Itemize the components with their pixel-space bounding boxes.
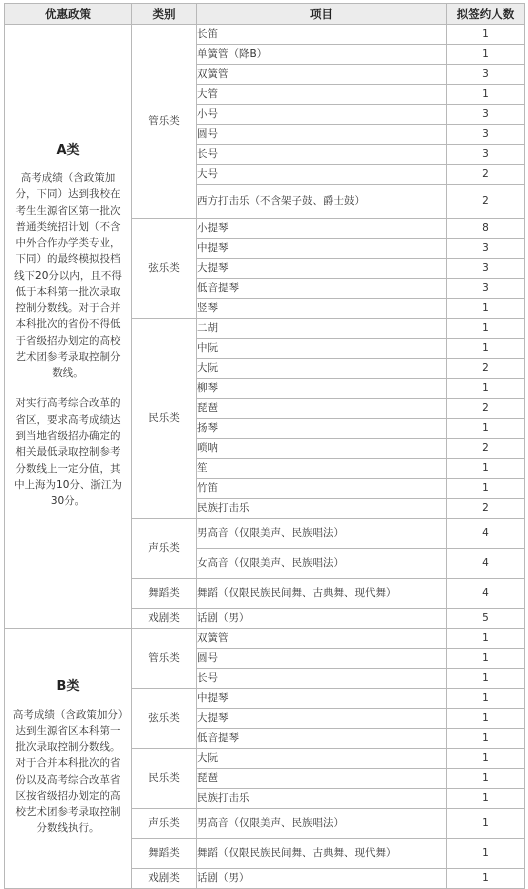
item-cell: 男高音（仅限美声、民族唱法） (197, 519, 447, 549)
count-cell: 2 (447, 499, 525, 519)
item-cell: 单簧管（降B） (197, 45, 447, 65)
category-cell: 管乐类 (132, 25, 197, 219)
table-row (5, 25, 525, 45)
count-cell: 1 (447, 379, 525, 399)
count-cell: 1 (447, 339, 525, 359)
item-cell: 西方打击乐（不含架子鼓、爵士鼓） (197, 185, 447, 219)
category-cell: 弦乐类 (132, 219, 197, 319)
category-cell: 民乐类 (132, 749, 197, 809)
count-cell: 1 (447, 769, 525, 789)
count-cell: 1 (447, 749, 525, 769)
item-cell: 中提琴 (197, 689, 447, 709)
count-cell: 2 (447, 185, 525, 219)
count-cell: 5 (447, 609, 525, 629)
count-cell: 1 (447, 869, 525, 889)
count-cell: 1 (447, 419, 525, 439)
table-body (5, 25, 525, 889)
count-cell: 1 (447, 689, 525, 709)
category-cell: 舞蹈类 (132, 839, 197, 869)
item-cell: 二胡 (197, 319, 447, 339)
category-cell: 戏剧类 (132, 869, 197, 889)
item-cell: 大号 (197, 165, 447, 185)
item-cell: 笙 (197, 459, 447, 479)
count-cell: 4 (447, 519, 525, 549)
item-cell: 民族打击乐 (197, 499, 447, 519)
quota-table (4, 3, 525, 889)
category-cell: 民乐类 (132, 319, 197, 519)
header-row (5, 4, 525, 25)
count-cell: 3 (447, 259, 525, 279)
item-cell: 大阮 (197, 749, 447, 769)
item-cell: 琵琶 (197, 769, 447, 789)
item-cell: 中提琴 (197, 239, 447, 259)
item-cell: 双簧管 (197, 629, 447, 649)
category-cell: 声乐类 (132, 519, 197, 579)
category-cell: 弦乐类 (132, 689, 197, 749)
count-cell: 1 (447, 789, 525, 809)
item-cell: 圆号 (197, 649, 447, 669)
category-cell: 声乐类 (132, 809, 197, 839)
item-cell: 柳琴 (197, 379, 447, 399)
policy-class-name: A类 (56, 142, 80, 158)
count-cell: 1 (447, 669, 525, 689)
item-cell: 唢呐 (197, 439, 447, 459)
count-cell: 1 (447, 299, 525, 319)
policy-text: 高考成绩（含政策加分，下同）达到我校在考生生源省区第一批次普通类统招计划（不含中外合作办学类专业，下同）的最终模拟投档线下20分以内，且不得低于本科第一批次录取控制分数线。对于合并本科批次的省份不得低于省级招办划定的高校艺术团参考录取控制分数线。 (14, 171, 122, 380)
count-cell: 3 (447, 239, 525, 259)
count-cell: 1 (447, 25, 525, 45)
count-cell: 1 (447, 649, 525, 669)
item-cell: 圆号 (197, 125, 447, 145)
item-cell: 小提琴 (197, 219, 447, 239)
count-cell: 2 (447, 359, 525, 379)
item-cell: 女高音（仅限美声、民族唱法） (197, 549, 447, 579)
count-cell: 1 (447, 479, 525, 499)
item-cell: 中阮 (197, 339, 447, 359)
item-cell: 话剧（男） (197, 609, 447, 629)
item-cell: 大提琴 (197, 709, 447, 729)
count-cell: 8 (447, 219, 525, 239)
item-cell: 竹笛 (197, 479, 447, 499)
count-cell: 1 (447, 319, 525, 339)
category-cell: 戏剧类 (132, 609, 197, 629)
item-cell: 男高音（仅限美声、民族唱法） (197, 809, 447, 839)
item-cell: 舞蹈（仅限民族民间舞、古典舞、现代舞） (197, 579, 447, 609)
item-cell: 民族打击乐 (197, 789, 447, 809)
item-cell: 琵琶 (197, 399, 447, 419)
item-cell: 长笛 (197, 25, 447, 45)
count-cell: 1 (447, 839, 525, 869)
item-cell: 小号 (197, 105, 447, 125)
category-cell: 管乐类 (132, 629, 197, 689)
count-cell: 4 (447, 549, 525, 579)
count-cell: 3 (447, 65, 525, 85)
count-cell: 1 (447, 45, 525, 65)
policy-cell (5, 25, 132, 629)
count-cell: 1 (447, 459, 525, 479)
policy-text: 高考成绩（含政策加分）达到生源省区本科第一批次录取控制分数线。对于合并本科批次的省份以及高考综合改革省区按省级招办划定的高校艺术团参考录取控制分数线执行。 (12, 708, 124, 835)
policy-text: 对实行高考综合改革的省区，要求高考成绩达到当地省级招办确定的相关最低录取控制参考分数线上一定分值，其中上海为10分、浙江为30分。 (14, 397, 122, 508)
item-cell: 低音提琴 (197, 279, 447, 299)
item-cell: 大提琴 (197, 259, 447, 279)
count-cell: 3 (447, 145, 525, 165)
count-cell: 3 (447, 125, 525, 145)
policy-cell (5, 629, 132, 889)
count-cell: 2 (447, 399, 525, 419)
category-cell: 舞蹈类 (132, 579, 197, 609)
item-cell: 大阮 (197, 359, 447, 379)
item-cell: 舞蹈（仅限民族民间舞、古典舞、现代舞） (197, 839, 447, 869)
count-cell: 3 (447, 279, 525, 299)
count-cell: 2 (447, 165, 525, 185)
count-cell: 1 (447, 809, 525, 839)
policy-class-name: B类 (56, 679, 80, 695)
item-cell: 竖琴 (197, 299, 447, 319)
item-cell: 低音提琴 (197, 729, 447, 749)
header-count: 拟签约人数 (447, 4, 525, 25)
item-cell: 话剧（男） (197, 869, 447, 889)
header-item: 项目 (197, 4, 447, 25)
count-cell: 3 (447, 105, 525, 125)
item-cell: 长号 (197, 669, 447, 689)
count-cell: 2 (447, 439, 525, 459)
count-cell: 4 (447, 579, 525, 609)
item-cell: 双簧管 (197, 65, 447, 85)
header-category: 类别 (132, 4, 197, 25)
count-cell: 1 (447, 629, 525, 649)
item-cell: 扬琴 (197, 419, 447, 439)
header-policy: 优惠政策 (5, 4, 132, 25)
item-cell: 长号 (197, 145, 447, 165)
count-cell: 1 (447, 709, 525, 729)
table-row (5, 629, 525, 649)
count-cell: 1 (447, 729, 525, 749)
count-cell: 1 (447, 85, 525, 105)
item-cell: 大管 (197, 85, 447, 105)
